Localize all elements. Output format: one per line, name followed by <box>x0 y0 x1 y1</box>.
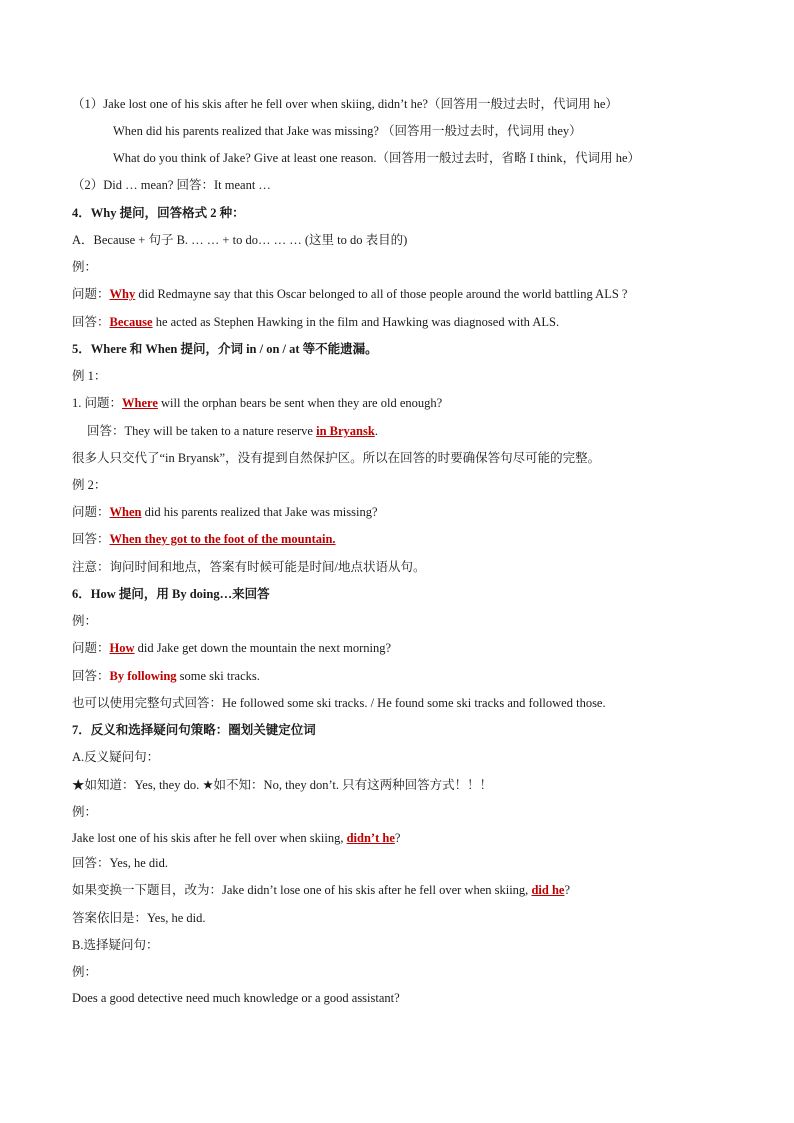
line-text: A.反义疑问句： <box>72 750 160 764</box>
label-text: 问题： <box>72 641 110 655</box>
heading-text: 5．Where 和 When 提问，介词 in / on / at 等不能遗漏。 <box>72 342 378 356</box>
line-text: ? <box>394 831 401 845</box>
line-text: 例： <box>72 614 98 628</box>
line-text: did his parents realized that Jake was missing? <box>141 505 378 519</box>
label-text: 问题： <box>72 505 110 519</box>
line-text: will the orphan bears be sent when they are old enough? <box>157 396 443 410</box>
text-line <box>72 613 97 629</box>
text-line <box>72 749 159 765</box>
line-text: did Redmayne say that this Oscar belonged to all of those people around the world battling ALS ? <box>135 287 628 301</box>
keyword-highlight: By following <box>109 669 177 683</box>
line-text: he acted as Stephen Hawking in the film and Hawking was diagnosed with ALS. <box>152 315 560 329</box>
keyword-highlight: When they got to the foot of the mountain. <box>109 532 336 546</box>
answer-line <box>72 910 205 926</box>
line-text: Jake lost one of his skis after he fell over when skiing, <box>72 831 347 845</box>
heading-text: 4．Why 提问，回答格式 2 种： <box>72 206 245 220</box>
question-line <box>72 882 570 898</box>
line-text: A．Because + 句子 B. … … + to do… … … (这里 to do 表目的) <box>72 233 408 247</box>
line-text: ? <box>564 883 571 897</box>
keyword-highlight: did he <box>531 883 565 897</box>
line-text: . <box>374 424 378 438</box>
keyword-highlight: How <box>109 641 135 655</box>
text-line <box>72 368 106 384</box>
label-text: 1. 问题： <box>72 396 123 410</box>
answer-line <box>72 314 559 330</box>
section-heading <box>72 341 378 357</box>
heading-text: 7．反义和选择疑问句策略：圈划关键定位词 <box>72 723 316 737</box>
label-text: 问题： <box>72 287 110 301</box>
label-text: 回答： <box>72 669 110 683</box>
question-line <box>72 830 400 846</box>
text-line <box>72 990 400 1006</box>
line-text: What do you think of Jake? Give at least one reason.（回答用一般过去时，省略 I think，代词用 he） <box>113 151 640 165</box>
label-text: 回答： <box>72 532 110 546</box>
line-text: 例： <box>72 805 98 819</box>
keyword-highlight: Why <box>109 287 136 301</box>
heading-text: 6．How 提问，用 By doing…来回答 <box>72 587 270 601</box>
question-line <box>72 504 378 520</box>
label-text: 回答： <box>72 315 110 329</box>
answer-line <box>72 531 336 547</box>
answer-line <box>72 668 260 684</box>
text-line <box>72 937 158 953</box>
text-line <box>72 450 600 466</box>
text-line <box>72 96 618 112</box>
line-text: did Jake get down the mountain the next morning? <box>134 641 392 655</box>
section-heading <box>72 586 270 602</box>
section-heading <box>72 722 316 738</box>
keyword-highlight: didn’t he <box>346 831 395 845</box>
line-text: ★如知道：Yes, they do. ★如不知：No, they don’t. 只有这两种回答方式！！！ <box>72 778 493 792</box>
line-text: 例： <box>72 260 98 274</box>
text-line <box>72 477 106 493</box>
answer-line <box>72 855 168 871</box>
line-text: 答案依旧是：Yes, he did. <box>72 911 206 925</box>
question-line <box>72 640 391 656</box>
text-line <box>72 177 271 193</box>
line-text: 例： <box>72 965 98 979</box>
line-text: 也可以使用完整句式回答：He followed some ski tracks. / He found some ski tracks and followed those. <box>72 696 606 710</box>
question-line <box>72 395 442 411</box>
line-text: some ski tracks. <box>176 669 260 683</box>
line-text: When did his parents realized that Jake was missing? （回答用一般过去时，代词用 they） <box>113 124 582 138</box>
keyword-highlight: When <box>109 505 142 519</box>
text-line <box>72 964 97 980</box>
text-line <box>72 232 407 248</box>
line-text: 如果变换一下题目，改为：Jake didn’t lose one of his skis after he fell over when skiing, <box>72 883 532 897</box>
text-line <box>72 695 606 711</box>
line-text: 例 2： <box>72 478 107 492</box>
text-line <box>72 259 97 275</box>
text-line <box>72 804 97 820</box>
line-text: （2）Did … mean? 回答：It meant … <box>72 178 271 192</box>
line-text: 例 1： <box>72 369 107 383</box>
keyword-highlight: Where <box>122 396 158 410</box>
line-text: 注意：询问时间和地点，答案有时候可能是时间/地点状语从句。 <box>72 560 426 574</box>
keyword-highlight: in Bryansk <box>316 424 375 438</box>
text-line <box>72 559 425 575</box>
line-text: （1）Jake lost one of his skis after he fell over when skiing, didn’t he?（回答用一般过去时，代词用 he） <box>72 97 618 111</box>
text-line <box>113 150 640 166</box>
section-heading <box>72 205 245 221</box>
answer-line <box>87 423 378 439</box>
label-text: 回答：They will be taken to a nature reserve <box>87 424 317 438</box>
line-text: Does a good detective need much knowledge or a good assistant? <box>72 991 400 1005</box>
text-line <box>113 123 582 139</box>
text-line <box>72 777 492 793</box>
line-text: 回答：Yes, he did. <box>72 856 168 870</box>
keyword-highlight: Because <box>109 315 153 329</box>
line-text: 很多人只交代了“in Bryansk”，没有提到自然保护区。所以在回答的时要确保答句尽可能的完整。 <box>72 451 601 465</box>
line-text: B.选择疑问句： <box>72 938 159 952</box>
question-line <box>72 286 627 302</box>
